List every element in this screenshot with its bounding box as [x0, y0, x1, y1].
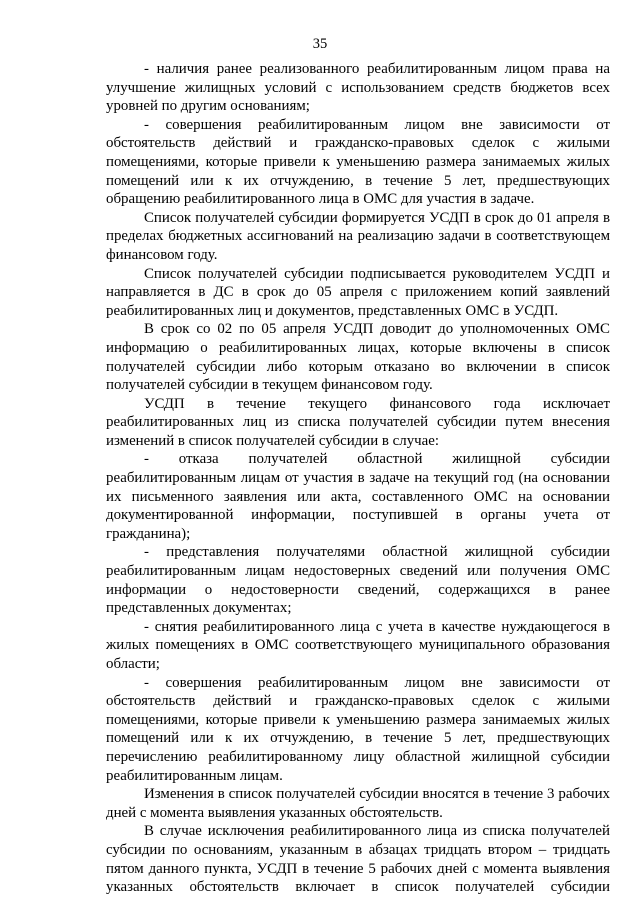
paragraph: Список получателей субсидии подписывается руководителем УСДП и направляется в ДС в срок до 05 апреля с приложением копий заявлений реабилитированных лиц и документов, представленных ОМС в УСДП.	[106, 265, 610, 319]
page-number: 35	[312, 36, 328, 52]
paragraph: - снятия реабилитированного лица с учета в качестве нуждающегося в жилых помещениях в ОМС соответствующего муниципального образования области;	[106, 618, 610, 672]
paragraph: - представления получателями областной жилищной субсидии реабилитированным лицам недостоверных сведений или получения ОМС информации о недостоверности сведений, содержащихся в ранее представленных документах;	[106, 544, 610, 617]
paragraph: Список получателей субсидии формируется УСДП в срок до 01 апреля в пределах бюджетных ассигнований на реализацию задачи в соответствующем финансовом году.	[106, 209, 610, 263]
paragraph: - наличия ранее реализованного реабилитированным лицом права на улучшение жилищных условий с использованием средств бюджетов всех уровней по другим основаниям;	[106, 61, 610, 115]
paragraph: - совершения реабилитированным лицом вне зависимости от обстоятельств действий и гражданско-правовых сделок с жилыми помещениями, которые привели к уменьшению размера занимаемых жилых помещений или к их отчуждению, в течение 5 лет, предшествующих перечислению реабилитированному лицу областной жилищной субсидии реабилитированным лицам.	[106, 674, 610, 784]
paragraph: - совершения реабилитированным лицом вне зависимости от обстоятельств действий и гражданско-правовых сделок с жилыми помещениями, которые привели к уменьшению размера занимаемых жилых помещений или к их отчуждению, в течение 5 лет, предшествующих обращению реабилитированного лица в ОМС для участия в задаче.	[106, 116, 610, 208]
paragraph: В случае исключения реабилитированного лица из списка получателей субсидии по основаниям, указанным в абзацах тридцать втором – тридцать пятом данного пункта, УСДП в течение 5 рабочих дней с момента выявления указанных обстоятельств включает в список получателей субсидии	[106, 823, 610, 896]
paragraph: В срок со 02 по 05 апреля УСДП доводит до уполномоченных ОМС информацию о реабилитированных лицах, которые включены в список получателей субсидии либо которым отказано во включении в список получателей субсидии в текущем финансовом году.	[106, 321, 610, 394]
document-body	[106, 60, 610, 897]
paragraph: - отказа получателей областной жилищной субсидии реабилитированным лицам от участия в задаче на текущий год (на основании их письменного заявления или акта, составленного ОМС на основании документированной информации, поступившей в органы учета от гражданина);	[106, 451, 610, 542]
paragraph: Изменения в список получателей субсидии вносятся в течение 3 рабочих дней с момента выявления указанных обстоятельств.	[106, 786, 610, 821]
paragraph: УСДП в течение текущего финансового года исключает реабилитированных лиц из списка получателей субсидии путем внесения изменений в список получателей субсидии в случае:	[106, 395, 610, 449]
